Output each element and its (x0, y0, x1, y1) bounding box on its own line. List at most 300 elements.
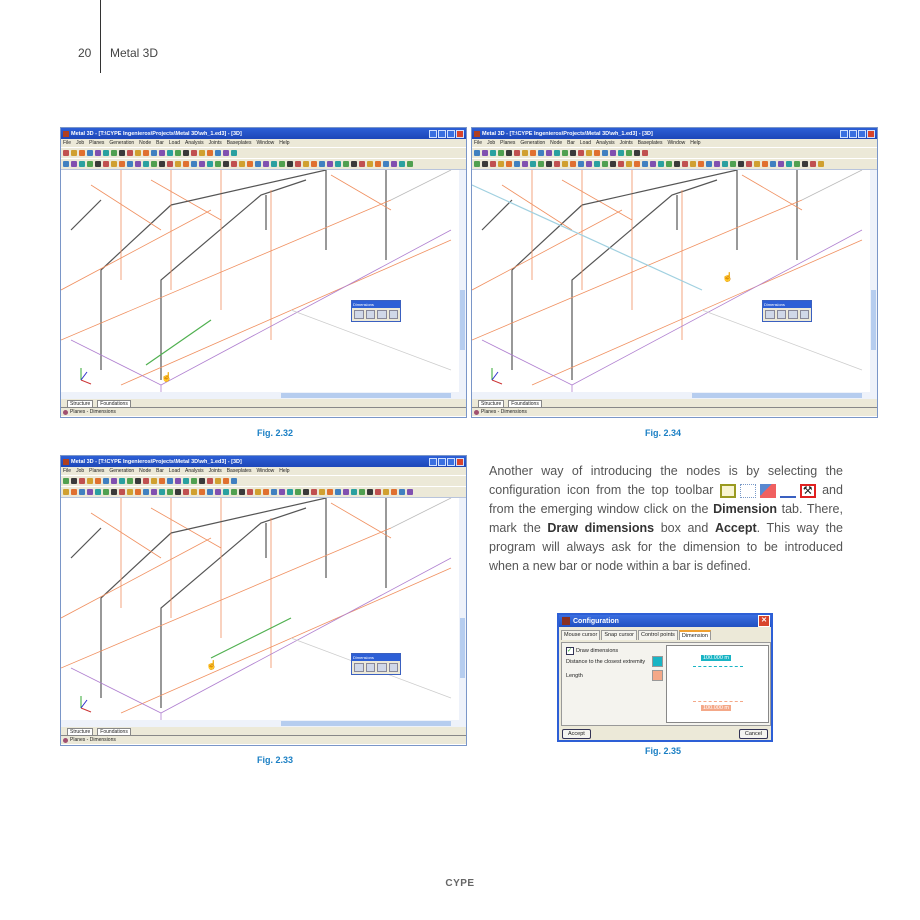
minimize-button[interactable] (438, 130, 446, 138)
toolbar-button-icon[interactable] (498, 150, 504, 156)
close-button[interactable]: ✕ (758, 615, 770, 627)
toolbar-button-icon[interactable] (191, 150, 197, 156)
toolbar-button-icon[interactable] (327, 161, 333, 167)
menu-item[interactable]: Generation (109, 140, 135, 146)
menu-item[interactable]: Generation (109, 468, 135, 474)
menu-item[interactable]: Analysis (596, 140, 615, 146)
toolbar-button-icon[interactable] (111, 150, 117, 156)
toolbar-button-icon[interactable] (175, 478, 181, 484)
toolbar-button-icon[interactable] (247, 489, 253, 495)
toolbar-button-icon[interactable] (215, 478, 221, 484)
toolbar-button-icon[interactable] (586, 161, 592, 167)
menu-item[interactable]: File (474, 140, 483, 146)
toolbar-button-icon[interactable] (231, 150, 237, 156)
toolbar-button-icon[interactable] (223, 478, 229, 484)
toolbar-button-icon[interactable] (87, 478, 93, 484)
viewport[interactable] (61, 497, 466, 720)
toolbar-button-icon[interactable] (127, 161, 133, 167)
toolbar-button-icon[interactable] (119, 489, 125, 495)
toolbar-button-icon[interactable] (103, 150, 109, 156)
toolbar-button-icon[interactable] (71, 489, 77, 495)
toolbar-button-icon[interactable] (335, 161, 341, 167)
toolbar-button-icon[interactable] (159, 161, 165, 167)
toolbar-button-icon[interactable] (135, 478, 141, 484)
toolbar-button-icon[interactable] (714, 161, 720, 167)
menu-item[interactable]: Analysis (185, 140, 204, 146)
toolbar-button-icon[interactable] (159, 478, 165, 484)
toolbar-button-icon[interactable] (658, 161, 664, 167)
toolbar-button-icon[interactable] (63, 489, 69, 495)
toolbar-button-icon[interactable] (482, 161, 488, 167)
toolbar-button-icon[interactable] (63, 150, 69, 156)
toolbar-button-icon[interactable] (311, 489, 317, 495)
dimension-tool-icon[interactable] (377, 310, 387, 319)
toolbar-button-icon[interactable] (674, 161, 680, 167)
toolbar-button-icon[interactable] (618, 161, 624, 167)
toolbar-button-icon[interactable] (514, 150, 520, 156)
maximize-button[interactable] (447, 458, 455, 466)
draw-dimensions-checkbox[interactable]: ✓ (567, 648, 573, 654)
toolbar-button-icon[interactable] (602, 161, 608, 167)
toolbar-button-icon[interactable] (303, 489, 309, 495)
toolbar-button-icon[interactable] (231, 478, 237, 484)
menu-item[interactable]: Bar (156, 468, 164, 474)
toolbar-button-icon[interactable] (295, 489, 301, 495)
toolbar-button-icon[interactable] (490, 150, 496, 156)
menu-item[interactable]: Window (256, 140, 275, 146)
menu-item[interactable]: File (63, 140, 72, 146)
toolbar-button-icon[interactable] (95, 161, 101, 167)
configuration-icon[interactable]: ⚒ (800, 484, 816, 498)
menu-item[interactable]: Job (487, 140, 496, 146)
help-button[interactable] (429, 130, 437, 138)
toolbar-button-icon[interactable] (562, 161, 568, 167)
dimension-tool-icon[interactable] (366, 310, 376, 319)
toolbar-button-icon[interactable] (247, 161, 253, 167)
menu-item[interactable]: Planes (89, 140, 105, 146)
toolbar-button-icon[interactable] (626, 150, 632, 156)
toolbar-button-icon[interactable] (474, 150, 480, 156)
toolbar-button-icon[interactable] (103, 478, 109, 484)
toolbar-button-icon[interactable] (287, 161, 293, 167)
toolbar-button-icon[interactable] (255, 489, 261, 495)
status-text: Planes - Dimensions (481, 409, 527, 415)
menu-item[interactable]: Baseplates (637, 140, 663, 146)
toolbar-button-icon[interactable] (538, 161, 544, 167)
toolbar-button-icon[interactable] (650, 161, 656, 167)
toolbar-button-icon[interactable] (610, 161, 616, 167)
toolbar-button-icon[interactable] (399, 489, 405, 495)
dimension-tool-icon[interactable] (777, 310, 787, 319)
dimension-tool-icon[interactable] (377, 663, 387, 672)
toolbar-button-icon[interactable] (95, 150, 101, 156)
toolbar-button-icon[interactable] (642, 150, 648, 156)
toolbar-button-icon[interactable] (183, 489, 189, 495)
toolbar-button-icon[interactable] (770, 161, 776, 167)
toolbar-button-icon[interactable] (63, 478, 69, 484)
toolbar-button-icon[interactable] (175, 150, 181, 156)
menu-item[interactable]: Help (279, 468, 290, 474)
toolbar-button-icon[interactable] (79, 161, 85, 167)
toolbar-button-icon[interactable] (602, 150, 608, 156)
toolbar-button-icon[interactable] (722, 161, 728, 167)
toolbar-button-icon[interactable] (506, 150, 512, 156)
toolbar-button-icon[interactable] (514, 161, 520, 167)
toolbar-button-icon[interactable] (95, 478, 101, 484)
toolbar-button-icon[interactable] (778, 161, 784, 167)
toolbar-button-icon[interactable] (498, 161, 504, 167)
toolbar-button-icon[interactable] (119, 161, 125, 167)
dimension-tool-icon[interactable] (389, 663, 399, 672)
toolbar-button-icon[interactable] (407, 161, 413, 167)
toolbar-button-icon[interactable] (351, 489, 357, 495)
menu-item[interactable]: Joints (208, 468, 222, 474)
tab-structure[interactable]: Structure (478, 400, 504, 407)
menu-item[interactable]: Job (76, 468, 85, 474)
toolbar-button-icon[interactable] (375, 161, 381, 167)
toolbar-button-icon[interactable] (482, 150, 488, 156)
maximize-button[interactable] (858, 130, 866, 138)
toolbar-button-icon[interactable] (87, 150, 93, 156)
menu-item[interactable]: Window (667, 140, 686, 146)
tab-structure[interactable]: Structure (67, 400, 93, 407)
toolbar-button-icon[interactable] (319, 161, 325, 167)
screenshot-fig-2-32 (60, 127, 467, 418)
toolbar-button-icon[interactable] (383, 489, 389, 495)
toolbar-button-icon[interactable] (151, 478, 157, 484)
toolbar-button-icon[interactable] (199, 161, 205, 167)
dimensions-toolbar-window[interactable] (351, 653, 401, 675)
menu-item[interactable]: Load (168, 468, 181, 474)
toolbar-button-icon[interactable] (794, 161, 800, 167)
toolbar-button-icon[interactable] (538, 150, 544, 156)
menu-item[interactable]: Planes (89, 468, 105, 474)
toolbar-button-icon[interactable] (111, 489, 117, 495)
toolbar-button-icon[interactable] (255, 161, 261, 167)
horizontal-scrollbar[interactable] (472, 392, 877, 399)
toolbar-button-icon[interactable] (578, 150, 584, 156)
toolbar-button-icon[interactable] (223, 161, 229, 167)
toolbar-button-icon[interactable] (786, 161, 792, 167)
toolbar-button-icon[interactable] (191, 489, 197, 495)
toolbar-button-icon[interactable] (199, 489, 205, 495)
toolbar-button-icon[interactable] (295, 161, 301, 167)
toolbar-button-icon[interactable] (407, 489, 413, 495)
menu-item[interactable]: Bar (156, 140, 164, 146)
tab-dimension[interactable]: Dimension (679, 630, 711, 640)
toolbar-button-icon[interactable] (810, 161, 816, 167)
toolbar-button-icon[interactable] (530, 150, 536, 156)
menu-item[interactable]: Analysis (185, 468, 204, 474)
structure-bar (91, 185, 161, 230)
toolbar-button-icon[interactable] (367, 161, 373, 167)
tab-foundations[interactable]: Foundations (97, 400, 131, 407)
menu-item[interactable]: Joints (208, 140, 222, 146)
toolbar-button-icon[interactable] (207, 489, 213, 495)
toolbar-button-icon[interactable] (474, 161, 480, 167)
dimensions-toolbar-window[interactable] (351, 300, 401, 322)
help-button[interactable] (840, 130, 848, 138)
toolbar-button-icon[interactable] (594, 161, 600, 167)
toolbar-button-icon[interactable] (191, 161, 197, 167)
toolbar-button-icon[interactable] (71, 161, 77, 167)
toolbar-button-icon[interactable] (231, 489, 237, 495)
toolbar-button-icon[interactable] (215, 150, 221, 156)
toolbar-button-icon[interactable] (586, 150, 592, 156)
close-button[interactable] (456, 130, 464, 138)
toolbar-button-icon[interactable] (279, 489, 285, 495)
toolbar-button-icon[interactable] (375, 489, 381, 495)
toolbar-button-icon[interactable] (367, 489, 373, 495)
dimensions-window-title: Dimensions (352, 301, 400, 308)
toolbar-button-icon[interactable] (754, 161, 760, 167)
toolbar-button-icon[interactable] (391, 489, 397, 495)
toolbar-button-icon[interactable] (103, 489, 109, 495)
menu-item[interactable]: Job (76, 140, 85, 146)
menu-item[interactable]: File (63, 468, 72, 474)
toolbar-button-icon[interactable] (87, 161, 93, 167)
toolbar-button-icon[interactable] (207, 478, 213, 484)
close-button[interactable] (867, 130, 875, 138)
dimension-tool-icon[interactable] (765, 310, 775, 319)
toolbar-button-icon[interactable] (546, 150, 552, 156)
length-color-button[interactable] (652, 670, 663, 681)
dimension-tool-icon[interactable] (354, 663, 364, 672)
vertical-scrollbar[interactable] (459, 170, 466, 392)
toolbar-button-icon[interactable] (191, 478, 197, 484)
tab-control-points[interactable]: Control points (638, 630, 678, 640)
toolbar-button-icon[interactable] (642, 161, 648, 167)
3d-structure-view[interactable] (61, 170, 461, 392)
horizontal-scrollbar[interactable] (61, 720, 466, 727)
toolbar-button-icon[interactable] (383, 161, 389, 167)
structure-bar (582, 170, 737, 205)
toolbar-button-icon[interactable] (151, 161, 157, 167)
menu-item[interactable]: Window (256, 468, 275, 474)
toolbar-button-icon[interactable] (159, 489, 165, 495)
menu-item[interactable]: Load (579, 140, 592, 146)
toolbar-button-icon[interactable] (127, 489, 133, 495)
toolbar-button-icon[interactable] (271, 161, 277, 167)
toolbar-button-icon[interactable] (562, 150, 568, 156)
toolbar-button-icon[interactable] (87, 489, 93, 495)
tab-structure[interactable]: Structure (67, 728, 93, 735)
toolbar-button-icon[interactable] (618, 150, 624, 156)
help-button[interactable] (429, 458, 437, 466)
toolbar-button-icon[interactable] (79, 478, 85, 484)
dimension-tool-icon[interactable] (354, 310, 364, 319)
close-button[interactable] (456, 458, 464, 466)
toolbar-button-icon[interactable] (554, 161, 560, 167)
menu-item[interactable]: Planes (500, 140, 516, 146)
toolbar-button-icon[interactable] (610, 150, 616, 156)
minimize-button[interactable] (849, 130, 857, 138)
toolbar-button-icon[interactable] (802, 161, 808, 167)
toolbar-button-icon[interactable] (231, 161, 237, 167)
horizontal-scrollbar[interactable] (61, 392, 466, 399)
toolbar-button-icon[interactable] (183, 478, 189, 484)
toolbar-button-icon[interactable] (103, 161, 109, 167)
menu-item[interactable]: Generation (520, 140, 546, 146)
viewport[interactable] (472, 169, 877, 392)
toolbar-button-icon[interactable] (223, 150, 229, 156)
menu-item[interactable]: Baseplates (226, 468, 252, 474)
3d-structure-view[interactable] (61, 498, 461, 720)
toolbar-button-icon[interactable] (738, 161, 744, 167)
dimension-tool-icon[interactable] (366, 663, 376, 672)
toolbar-button-icon[interactable] (490, 161, 496, 167)
toolbar-button-icon[interactable] (167, 150, 173, 156)
toolbar-button-icon[interactable] (119, 478, 125, 484)
menu-item[interactable]: Help (279, 140, 290, 146)
toolbar-button-icon[interactable] (335, 489, 341, 495)
toolbar-button-icon[interactable] (818, 161, 824, 167)
dimension-tool-icon[interactable] (800, 310, 810, 319)
tab-foundations[interactable]: Foundations (508, 400, 542, 407)
toolbar-button-icon[interactable] (311, 161, 317, 167)
toolbar-button-icon[interactable] (327, 489, 333, 495)
toolbar-button-icon[interactable] (143, 161, 149, 167)
toolbar-button-icon[interactable] (71, 478, 77, 484)
toolbar-button-icon[interactable] (151, 489, 157, 495)
toolbar-button-icon[interactable] (143, 150, 149, 156)
distance-color-button[interactable] (652, 656, 663, 667)
toolbar-button-icon[interactable] (698, 161, 704, 167)
toolbar-button-icon[interactable] (690, 161, 696, 167)
maximize-button[interactable] (447, 130, 455, 138)
toolbar-button-icon[interactable] (159, 150, 165, 156)
axes-icon (81, 696, 91, 712)
menu-item[interactable]: Joints (619, 140, 633, 146)
dimension-tool-icon[interactable] (788, 310, 798, 319)
toolbar-button-icon[interactable] (223, 489, 229, 495)
toolbar-button-icon[interactable] (319, 489, 325, 495)
toolbar-button-icon[interactable] (127, 150, 133, 156)
menu-item[interactable]: Bar (567, 140, 575, 146)
toolbar-button-icon[interactable] (634, 161, 640, 167)
toolbar-button-icon[interactable] (263, 161, 269, 167)
toolbar-button-icon[interactable] (63, 161, 69, 167)
toolbar-button-icon[interactable] (578, 161, 584, 167)
vertical-scrollbar[interactable] (459, 498, 466, 720)
toolbar-button-icon[interactable] (399, 161, 405, 167)
toolbar-button-icon[interactable] (79, 489, 85, 495)
toolbar-button-icon[interactable] (215, 161, 221, 167)
menu-item[interactable]: Node (139, 140, 152, 146)
toolbar-button-icon[interactable] (199, 478, 205, 484)
toolbar-button-icon[interactable] (127, 478, 133, 484)
toolbar-button-icon[interactable] (522, 150, 528, 156)
toolbar-button-icon[interactable] (634, 150, 640, 156)
toolbar-button-icon[interactable] (303, 161, 309, 167)
structure-bar (71, 528, 101, 558)
toolbar-button-icon[interactable] (263, 489, 269, 495)
toolbar-button-icon[interactable] (135, 489, 141, 495)
toolbar-button-icon[interactable] (207, 161, 213, 167)
toolbar-button-icon[interactable] (554, 150, 560, 156)
toolbar-button-icon[interactable] (71, 150, 77, 156)
toolbar-button-icon[interactable] (343, 161, 349, 167)
toolbar-button-icon[interactable] (682, 161, 688, 167)
toolbar-button-icon[interactable] (594, 150, 600, 156)
toolbar-button-icon[interactable] (530, 161, 536, 167)
toolbar-button-icon[interactable] (183, 150, 189, 156)
toolbar-button-icon[interactable] (522, 161, 528, 167)
toolbar-button-icon[interactable] (175, 489, 181, 495)
tab-snap-cursor[interactable]: Snap cursor (601, 630, 637, 640)
menu-item[interactable]: Help (690, 140, 701, 146)
toolbar-button-icon[interactable] (151, 150, 157, 156)
menu-item[interactable]: Node (139, 468, 152, 474)
cancel-button[interactable]: Cancel (739, 729, 768, 739)
toolbar-button-icon[interactable] (167, 478, 173, 484)
toolbar-button-icon[interactable] (762, 161, 768, 167)
toolbar-button-icon[interactable] (143, 489, 149, 495)
toolbar-button-icon[interactable] (746, 161, 752, 167)
toolbar-button-icon[interactable] (666, 161, 672, 167)
toolbar-button-icon[interactable] (359, 161, 365, 167)
toolbar-button-icon[interactable] (79, 150, 85, 156)
vertical-scrollbar[interactable] (870, 170, 877, 392)
toolbar-button-icon[interactable] (706, 161, 712, 167)
toolbar-button-icon[interactable] (626, 161, 632, 167)
toolbar-button-icon[interactable] (239, 161, 245, 167)
toolbar-button-icon[interactable] (730, 161, 736, 167)
tab-foundations[interactable]: Foundations (97, 728, 131, 735)
toolbar-button-icon[interactable] (111, 161, 117, 167)
menu-item[interactable]: Node (550, 140, 563, 146)
toolbar-button-icon[interactable] (167, 161, 173, 167)
toolbar-button-icon[interactable] (183, 161, 189, 167)
highlighted-bar (146, 320, 211, 365)
menu-item[interactable]: Load (168, 140, 181, 146)
toolbar-button-icon[interactable] (359, 489, 365, 495)
toolbar-button-icon[interactable] (175, 161, 181, 167)
toolbar-button-icon[interactable] (570, 161, 576, 167)
distance-label: Distance to the closest extremity (566, 659, 646, 665)
toolbar-button-icon[interactable] (95, 489, 101, 495)
toolbar-button-icon[interactable] (239, 489, 245, 495)
toolbar-button-icon[interactable] (351, 161, 357, 167)
toolbar-button-icon[interactable] (279, 161, 285, 167)
dimension-tool-icon[interactable] (389, 310, 399, 319)
toolbar-button-icon[interactable] (111, 478, 117, 484)
toolbar-button-icon[interactable] (143, 478, 149, 484)
toolbar-button-icon[interactable] (506, 161, 512, 167)
minimize-button[interactable] (438, 458, 446, 466)
toolbar-button-icon[interactable] (343, 489, 349, 495)
toolbar-button-icon[interactable] (199, 150, 205, 156)
toolbar-button-icon[interactable] (135, 150, 141, 156)
tab-mouse-cursor[interactable]: Mouse cursor (561, 630, 600, 640)
toolbar-button-icon[interactable] (570, 150, 576, 156)
toolbar-button-icon[interactable] (391, 161, 397, 167)
toolbar-button-icon[interactable] (271, 489, 277, 495)
toolbar-button-icon[interactable] (207, 150, 213, 156)
accept-button[interactable]: Accept (562, 729, 591, 739)
toolbar-button-icon[interactable] (287, 489, 293, 495)
viewport[interactable] (61, 169, 466, 392)
dimensions-toolbar-window[interactable] (762, 300, 812, 322)
3d-structure-view[interactable] (472, 170, 872, 392)
menu-item[interactable]: Baseplates (226, 140, 252, 146)
toolbar-button-icon[interactable] (546, 161, 552, 167)
toolbar-button-icon[interactable] (119, 150, 125, 156)
toolbar-button-icon[interactable] (167, 489, 173, 495)
structure-bar (61, 200, 391, 340)
toolbar-button-icon[interactable] (135, 161, 141, 167)
toolbar-button-icon[interactable] (215, 489, 221, 495)
